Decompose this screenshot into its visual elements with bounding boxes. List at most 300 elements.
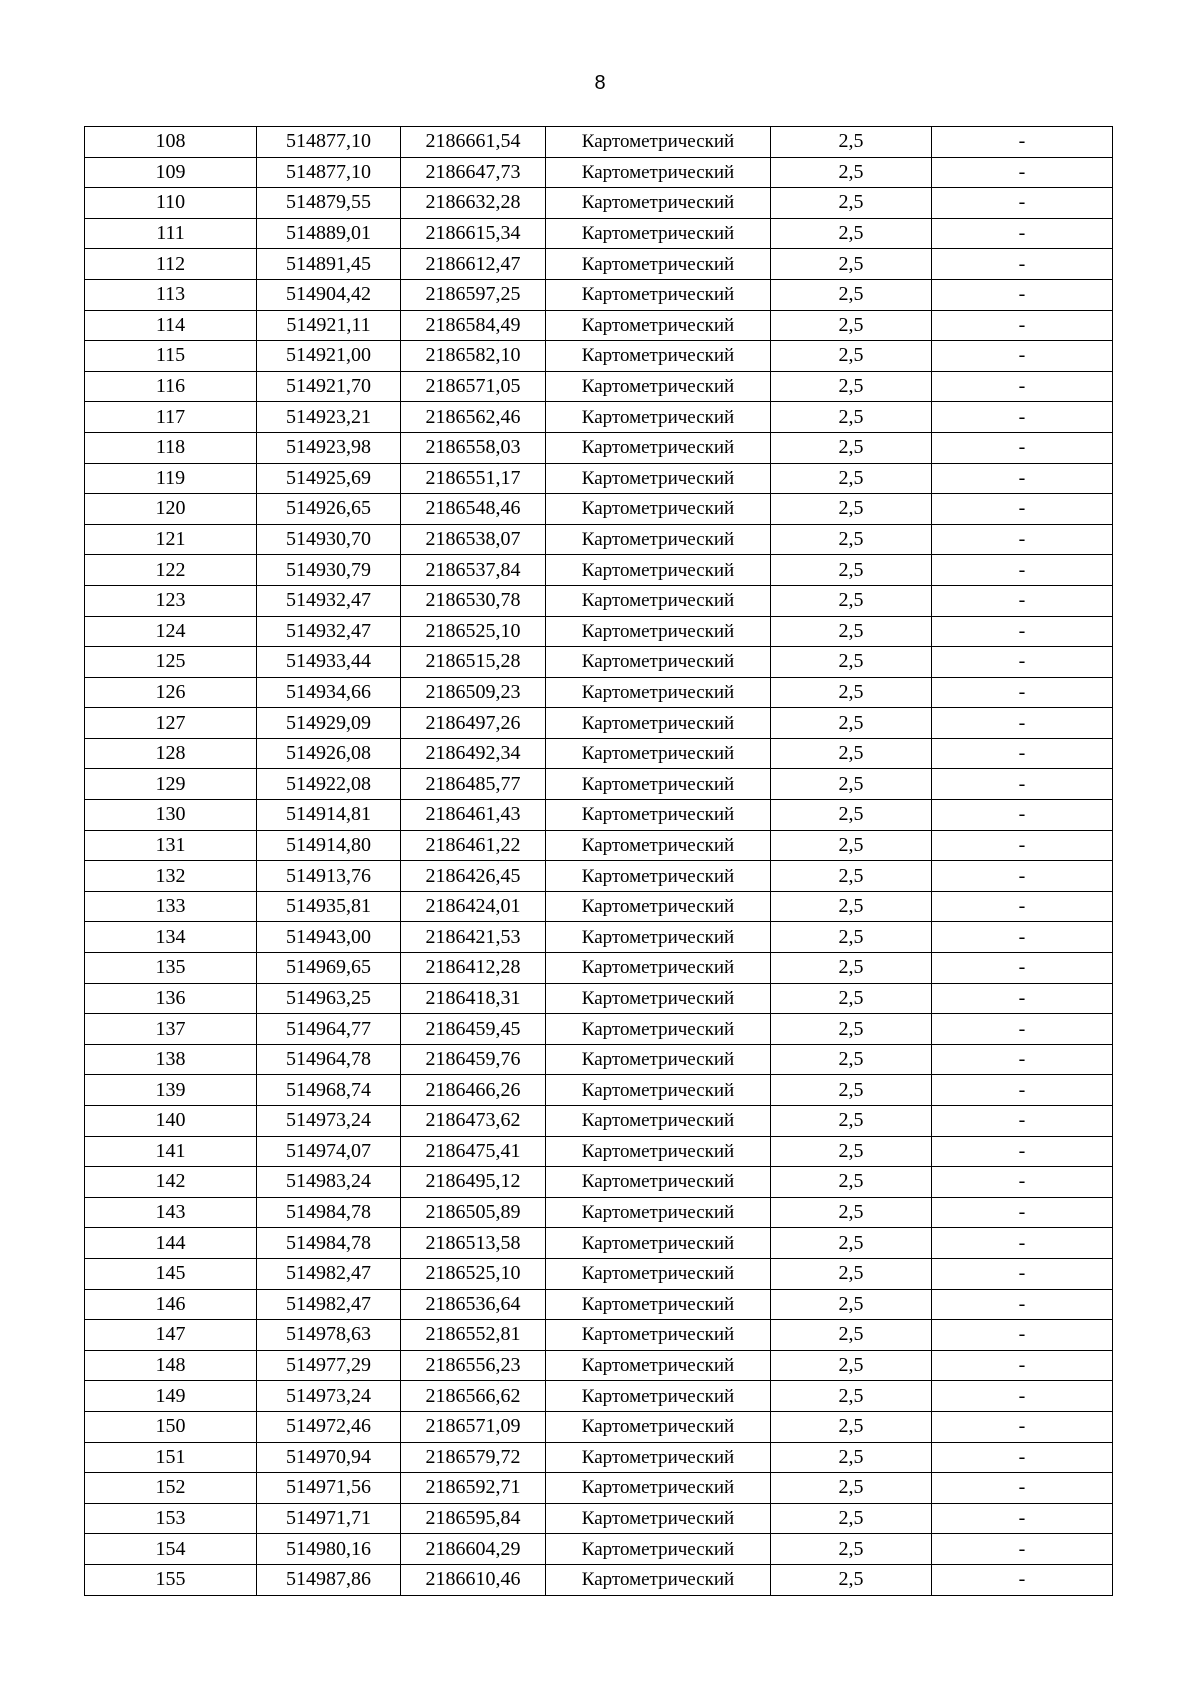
method-cell: Картометрический — [546, 891, 771, 922]
point-number-cell: 126 — [85, 677, 257, 708]
point-number-cell: 138 — [85, 1044, 257, 1075]
accuracy-cell: 2,5 — [771, 1075, 932, 1106]
x-coordinate-cell: 514926,65 — [257, 494, 401, 525]
point-number-cell: 146 — [85, 1289, 257, 1320]
point-number-cell: 140 — [85, 1106, 257, 1137]
x-coordinate-cell: 514877,10 — [257, 127, 401, 158]
description-cell: - — [932, 1289, 1113, 1320]
table-row — [85, 1106, 1113, 1137]
y-coordinate-cell: 2186556,23 — [401, 1350, 546, 1381]
description-cell: - — [932, 738, 1113, 769]
table-row — [85, 341, 1113, 372]
y-coordinate-cell: 2186492,34 — [401, 738, 546, 769]
y-coordinate-cell: 2186615,34 — [401, 218, 546, 249]
table-row — [85, 616, 1113, 647]
y-coordinate-cell: 2186566,62 — [401, 1381, 546, 1412]
table-row — [85, 1014, 1113, 1045]
y-coordinate-cell: 2186421,53 — [401, 922, 546, 953]
description-cell: - — [932, 1411, 1113, 1442]
accuracy-cell: 2,5 — [771, 800, 932, 831]
method-cell: Картометрический — [546, 1075, 771, 1106]
point-number-cell: 131 — [85, 830, 257, 861]
description-cell: - — [932, 1442, 1113, 1473]
y-coordinate-cell: 2186461,22 — [401, 830, 546, 861]
table-row — [85, 463, 1113, 494]
y-coordinate-cell: 2186509,23 — [401, 677, 546, 708]
accuracy-cell: 2,5 — [771, 1228, 932, 1259]
point-number-cell: 118 — [85, 432, 257, 463]
method-cell: Картометрический — [546, 830, 771, 861]
y-coordinate-cell: 2186538,07 — [401, 524, 546, 555]
y-coordinate-cell: 2186610,46 — [401, 1564, 546, 1595]
x-coordinate-cell: 514925,69 — [257, 463, 401, 494]
method-cell: Картометрический — [546, 1473, 771, 1504]
y-coordinate-cell: 2186459,76 — [401, 1044, 546, 1075]
point-number-cell: 137 — [85, 1014, 257, 1045]
x-coordinate-cell: 514982,47 — [257, 1258, 401, 1289]
x-coordinate-cell: 514879,55 — [257, 188, 401, 219]
accuracy-cell: 2,5 — [771, 1197, 932, 1228]
x-coordinate-cell: 514982,47 — [257, 1289, 401, 1320]
method-cell: Картометрический — [546, 769, 771, 800]
method-cell: Картометрический — [546, 585, 771, 616]
method-cell: Картометрический — [546, 1044, 771, 1075]
x-coordinate-cell: 514877,10 — [257, 157, 401, 188]
method-cell: Картометрический — [546, 677, 771, 708]
description-cell: - — [932, 1381, 1113, 1412]
x-coordinate-cell: 514984,78 — [257, 1197, 401, 1228]
description-cell: - — [932, 677, 1113, 708]
method-cell: Картометрический — [546, 861, 771, 892]
accuracy-cell: 2,5 — [771, 432, 932, 463]
point-number-cell: 127 — [85, 708, 257, 739]
description-cell: - — [932, 279, 1113, 310]
x-coordinate-cell: 514964,77 — [257, 1014, 401, 1045]
description-cell: - — [932, 1534, 1113, 1565]
accuracy-cell: 2,5 — [771, 371, 932, 402]
method-cell: Картометрический — [546, 494, 771, 525]
method-cell: Картометрический — [546, 402, 771, 433]
x-coordinate-cell: 514943,00 — [257, 922, 401, 953]
table-row — [85, 1167, 1113, 1198]
table-row — [85, 555, 1113, 586]
table-row — [85, 647, 1113, 678]
method-cell: Картометрический — [546, 1258, 771, 1289]
x-coordinate-cell: 514971,71 — [257, 1503, 401, 1534]
y-coordinate-cell: 2186571,09 — [401, 1411, 546, 1442]
table-row — [85, 1442, 1113, 1473]
page-number: 8 — [594, 72, 606, 94]
accuracy-cell: 2,5 — [771, 953, 932, 984]
y-coordinate-cell: 2186592,71 — [401, 1473, 546, 1504]
table-row — [85, 830, 1113, 861]
table-row — [85, 861, 1113, 892]
x-coordinate-cell: 514974,07 — [257, 1136, 401, 1167]
point-number-cell: 149 — [85, 1381, 257, 1412]
method-cell: Картометрический — [546, 1289, 771, 1320]
table-row — [85, 494, 1113, 525]
accuracy-cell: 2,5 — [771, 1289, 932, 1320]
table-row — [85, 677, 1113, 708]
accuracy-cell: 2,5 — [771, 677, 932, 708]
accuracy-cell: 2,5 — [771, 279, 932, 310]
table-row — [85, 1197, 1113, 1228]
method-cell: Картометрический — [546, 1228, 771, 1259]
x-coordinate-cell: 514904,42 — [257, 279, 401, 310]
description-cell: - — [932, 341, 1113, 372]
accuracy-cell: 2,5 — [771, 1473, 932, 1504]
point-number-cell: 111 — [85, 218, 257, 249]
table-row — [85, 1228, 1113, 1259]
table-row — [85, 1044, 1113, 1075]
method-cell: Картометрический — [546, 310, 771, 341]
y-coordinate-cell: 2186562,46 — [401, 402, 546, 433]
point-number-cell: 130 — [85, 800, 257, 831]
description-cell: - — [932, 494, 1113, 525]
x-coordinate-cell: 514984,78 — [257, 1228, 401, 1259]
y-coordinate-cell: 2186525,10 — [401, 616, 546, 647]
table-row — [85, 249, 1113, 280]
point-number-cell: 142 — [85, 1167, 257, 1198]
point-number-cell: 124 — [85, 616, 257, 647]
description-cell: - — [932, 249, 1113, 280]
method-cell: Картометрический — [546, 647, 771, 678]
y-coordinate-cell: 2186584,49 — [401, 310, 546, 341]
description-cell: - — [932, 769, 1113, 800]
x-coordinate-cell: 514973,24 — [257, 1381, 401, 1412]
description-cell: - — [932, 463, 1113, 494]
description-cell: - — [932, 616, 1113, 647]
accuracy-cell: 2,5 — [771, 738, 932, 769]
accuracy-cell: 2,5 — [771, 616, 932, 647]
accuracy-cell: 2,5 — [771, 1350, 932, 1381]
description-cell: - — [932, 1350, 1113, 1381]
point-number-cell: 112 — [85, 249, 257, 280]
accuracy-cell: 2,5 — [771, 494, 932, 525]
x-coordinate-cell: 514921,11 — [257, 310, 401, 341]
table-row — [85, 279, 1113, 310]
y-coordinate-cell: 2186495,12 — [401, 1167, 546, 1198]
description-cell: - — [932, 1106, 1113, 1137]
table-row — [85, 1534, 1113, 1565]
point-number-cell: 110 — [85, 188, 257, 219]
description-cell: - — [932, 1228, 1113, 1259]
method-cell: Картометрический — [546, 1381, 771, 1412]
description-cell: - — [932, 157, 1113, 188]
description-cell: - — [932, 1136, 1113, 1167]
table-row — [85, 1258, 1113, 1289]
point-number-cell: 108 — [85, 127, 257, 158]
y-coordinate-cell: 2186536,64 — [401, 1289, 546, 1320]
method-cell: Картометрический — [546, 1136, 771, 1167]
table-row — [85, 1503, 1113, 1534]
accuracy-cell: 2,5 — [771, 1320, 932, 1351]
y-coordinate-cell: 2186548,46 — [401, 494, 546, 525]
method-cell: Картометрический — [546, 157, 771, 188]
table-row — [85, 1075, 1113, 1106]
description-cell: - — [932, 1564, 1113, 1595]
x-coordinate-cell: 514969,65 — [257, 953, 401, 984]
description-cell: - — [932, 830, 1113, 861]
description-cell: - — [932, 1320, 1113, 1351]
point-number-cell: 109 — [85, 157, 257, 188]
x-coordinate-cell: 514963,25 — [257, 983, 401, 1014]
x-coordinate-cell: 514972,46 — [257, 1411, 401, 1442]
x-coordinate-cell: 514977,29 — [257, 1350, 401, 1381]
point-number-cell: 145 — [85, 1258, 257, 1289]
x-coordinate-cell: 514926,08 — [257, 738, 401, 769]
description-cell: - — [932, 127, 1113, 158]
method-cell: Картометрический — [546, 463, 771, 494]
method-cell: Картометрический — [546, 1564, 771, 1595]
method-cell: Картометрический — [546, 922, 771, 953]
accuracy-cell: 2,5 — [771, 1411, 932, 1442]
description-cell: - — [932, 647, 1113, 678]
y-coordinate-cell: 2186485,77 — [401, 769, 546, 800]
x-coordinate-cell: 514923,98 — [257, 432, 401, 463]
method-cell: Картометрический — [546, 1320, 771, 1351]
y-coordinate-cell: 2186612,47 — [401, 249, 546, 280]
method-cell: Картометрический — [546, 249, 771, 280]
y-coordinate-cell: 2186571,05 — [401, 371, 546, 402]
accuracy-cell: 2,5 — [771, 585, 932, 616]
x-coordinate-cell: 514983,24 — [257, 1167, 401, 1198]
accuracy-cell: 2,5 — [771, 218, 932, 249]
point-number-cell: 144 — [85, 1228, 257, 1259]
accuracy-cell: 2,5 — [771, 1503, 932, 1534]
y-coordinate-cell: 2186582,10 — [401, 341, 546, 372]
x-coordinate-cell: 514930,79 — [257, 555, 401, 586]
x-coordinate-cell: 514934,66 — [257, 677, 401, 708]
method-cell: Картометрический — [546, 953, 771, 984]
accuracy-cell: 2,5 — [771, 1258, 932, 1289]
x-coordinate-cell: 514930,70 — [257, 524, 401, 555]
accuracy-cell: 2,5 — [771, 341, 932, 372]
description-cell: - — [932, 1197, 1113, 1228]
y-coordinate-cell: 2186604,29 — [401, 1534, 546, 1565]
table-row — [85, 1411, 1113, 1442]
point-number-cell: 128 — [85, 738, 257, 769]
y-coordinate-cell: 2186579,72 — [401, 1442, 546, 1473]
x-coordinate-cell: 514914,81 — [257, 800, 401, 831]
point-number-cell: 114 — [85, 310, 257, 341]
accuracy-cell: 2,5 — [771, 1136, 932, 1167]
description-cell: - — [932, 1014, 1113, 1045]
method-cell: Картометрический — [546, 1442, 771, 1473]
method-cell: Картометрический — [546, 1197, 771, 1228]
x-coordinate-cell: 514971,56 — [257, 1473, 401, 1504]
x-coordinate-cell: 514968,74 — [257, 1075, 401, 1106]
point-number-cell: 133 — [85, 891, 257, 922]
point-number-cell: 132 — [85, 861, 257, 892]
coordinates-table — [84, 126, 1113, 1596]
method-cell: Картометрический — [546, 1350, 771, 1381]
accuracy-cell: 2,5 — [771, 310, 932, 341]
x-coordinate-cell: 514980,16 — [257, 1534, 401, 1565]
y-coordinate-cell: 2186647,73 — [401, 157, 546, 188]
y-coordinate-cell: 2186661,54 — [401, 127, 546, 158]
accuracy-cell: 2,5 — [771, 1534, 932, 1565]
table-row — [85, 708, 1113, 739]
accuracy-cell: 2,5 — [771, 1381, 932, 1412]
accuracy-cell: 2,5 — [771, 157, 932, 188]
description-cell: - — [932, 1503, 1113, 1534]
point-number-cell: 117 — [85, 402, 257, 433]
y-coordinate-cell: 2186497,26 — [401, 708, 546, 739]
accuracy-cell: 2,5 — [771, 1014, 932, 1045]
point-number-cell: 153 — [85, 1503, 257, 1534]
y-coordinate-cell: 2186595,84 — [401, 1503, 546, 1534]
accuracy-cell: 2,5 — [771, 127, 932, 158]
method-cell: Картометрический — [546, 279, 771, 310]
table-row — [85, 1320, 1113, 1351]
description-cell: - — [932, 585, 1113, 616]
accuracy-cell: 2,5 — [771, 708, 932, 739]
method-cell: Картометрический — [546, 800, 771, 831]
description-cell: - — [932, 861, 1113, 892]
method-cell: Картометрический — [546, 1534, 771, 1565]
point-number-cell: 113 — [85, 279, 257, 310]
point-number-cell: 135 — [85, 953, 257, 984]
method-cell: Картометрический — [546, 616, 771, 647]
point-number-cell: 155 — [85, 1564, 257, 1595]
point-number-cell: 151 — [85, 1442, 257, 1473]
method-cell: Картометрический — [546, 738, 771, 769]
x-coordinate-cell: 514932,47 — [257, 585, 401, 616]
table-row — [85, 953, 1113, 984]
method-cell: Картометрический — [546, 524, 771, 555]
table-row — [85, 1381, 1113, 1412]
y-coordinate-cell: 2186424,01 — [401, 891, 546, 922]
method-cell: Картометрический — [546, 1411, 771, 1442]
table-row — [85, 738, 1113, 769]
point-number-cell: 121 — [85, 524, 257, 555]
point-number-cell: 139 — [85, 1075, 257, 1106]
point-number-cell: 129 — [85, 769, 257, 800]
x-coordinate-cell: 514913,76 — [257, 861, 401, 892]
accuracy-cell: 2,5 — [771, 188, 932, 219]
accuracy-cell: 2,5 — [771, 555, 932, 586]
description-cell: - — [932, 432, 1113, 463]
description-cell: - — [932, 1075, 1113, 1106]
table-row — [85, 1350, 1113, 1381]
method-cell: Картометрический — [546, 708, 771, 739]
description-cell: - — [932, 1258, 1113, 1289]
point-number-cell: 116 — [85, 371, 257, 402]
accuracy-cell: 2,5 — [771, 983, 932, 1014]
method-cell: Картометрический — [546, 555, 771, 586]
point-number-cell: 141 — [85, 1136, 257, 1167]
point-number-cell: 143 — [85, 1197, 257, 1228]
y-coordinate-cell: 2186525,10 — [401, 1258, 546, 1289]
table-row — [85, 1289, 1113, 1320]
point-number-cell: 119 — [85, 463, 257, 494]
x-coordinate-cell: 514889,01 — [257, 218, 401, 249]
table-row — [85, 402, 1113, 433]
description-cell: - — [932, 800, 1113, 831]
method-cell: Картометрический — [546, 1167, 771, 1198]
point-number-cell: 134 — [85, 922, 257, 953]
table-row — [85, 983, 1113, 1014]
table-row — [85, 1564, 1113, 1595]
x-coordinate-cell: 514964,78 — [257, 1044, 401, 1075]
method-cell: Картометрический — [546, 983, 771, 1014]
x-coordinate-cell: 514970,94 — [257, 1442, 401, 1473]
method-cell: Картометрический — [546, 341, 771, 372]
description-cell: - — [932, 891, 1113, 922]
table-row — [85, 922, 1113, 953]
method-cell: Картометрический — [546, 1503, 771, 1534]
point-number-cell: 122 — [85, 555, 257, 586]
accuracy-cell: 2,5 — [771, 647, 932, 678]
description-cell: - — [932, 1044, 1113, 1075]
coordinates-table-body — [85, 127, 1113, 1596]
point-number-cell: 125 — [85, 647, 257, 678]
method-cell: Картометрический — [546, 1106, 771, 1137]
description-cell: - — [932, 1167, 1113, 1198]
table-row — [85, 891, 1113, 922]
accuracy-cell: 2,5 — [771, 922, 932, 953]
table-row — [85, 1136, 1113, 1167]
method-cell: Картометрический — [546, 371, 771, 402]
description-cell: - — [932, 953, 1113, 984]
table-row — [85, 1473, 1113, 1504]
x-coordinate-cell: 514914,80 — [257, 830, 401, 861]
table-row — [85, 432, 1113, 463]
x-coordinate-cell: 514935,81 — [257, 891, 401, 922]
point-number-cell: 154 — [85, 1534, 257, 1565]
x-coordinate-cell: 514973,24 — [257, 1106, 401, 1137]
point-number-cell: 115 — [85, 341, 257, 372]
x-coordinate-cell: 514921,00 — [257, 341, 401, 372]
accuracy-cell: 2,5 — [771, 463, 932, 494]
accuracy-cell: 2,5 — [771, 830, 932, 861]
description-cell: - — [932, 983, 1113, 1014]
description-cell: - — [932, 218, 1113, 249]
accuracy-cell: 2,5 — [771, 402, 932, 433]
y-coordinate-cell: 2186551,17 — [401, 463, 546, 494]
accuracy-cell: 2,5 — [771, 524, 932, 555]
y-coordinate-cell: 2186515,28 — [401, 647, 546, 678]
accuracy-cell: 2,5 — [771, 1106, 932, 1137]
description-cell: - — [932, 310, 1113, 341]
table-row — [85, 188, 1113, 219]
table-row — [85, 769, 1113, 800]
description-cell: - — [932, 402, 1113, 433]
y-coordinate-cell: 2186466,26 — [401, 1075, 546, 1106]
accuracy-cell: 2,5 — [771, 1442, 932, 1473]
description-cell: - — [932, 524, 1113, 555]
point-number-cell: 148 — [85, 1350, 257, 1381]
point-number-cell: 136 — [85, 983, 257, 1014]
y-coordinate-cell: 2186632,28 — [401, 188, 546, 219]
method-cell: Картометрический — [546, 188, 771, 219]
accuracy-cell: 2,5 — [771, 769, 932, 800]
table-row — [85, 157, 1113, 188]
point-number-cell: 150 — [85, 1411, 257, 1442]
description-cell: - — [932, 188, 1113, 219]
description-cell: - — [932, 371, 1113, 402]
table-row — [85, 800, 1113, 831]
accuracy-cell: 2,5 — [771, 891, 932, 922]
accuracy-cell: 2,5 — [771, 1564, 932, 1595]
x-coordinate-cell: 514922,08 — [257, 769, 401, 800]
point-number-cell: 147 — [85, 1320, 257, 1351]
y-coordinate-cell: 2186505,89 — [401, 1197, 546, 1228]
y-coordinate-cell: 2186459,45 — [401, 1014, 546, 1045]
table-row — [85, 585, 1113, 616]
table-row — [85, 218, 1113, 249]
